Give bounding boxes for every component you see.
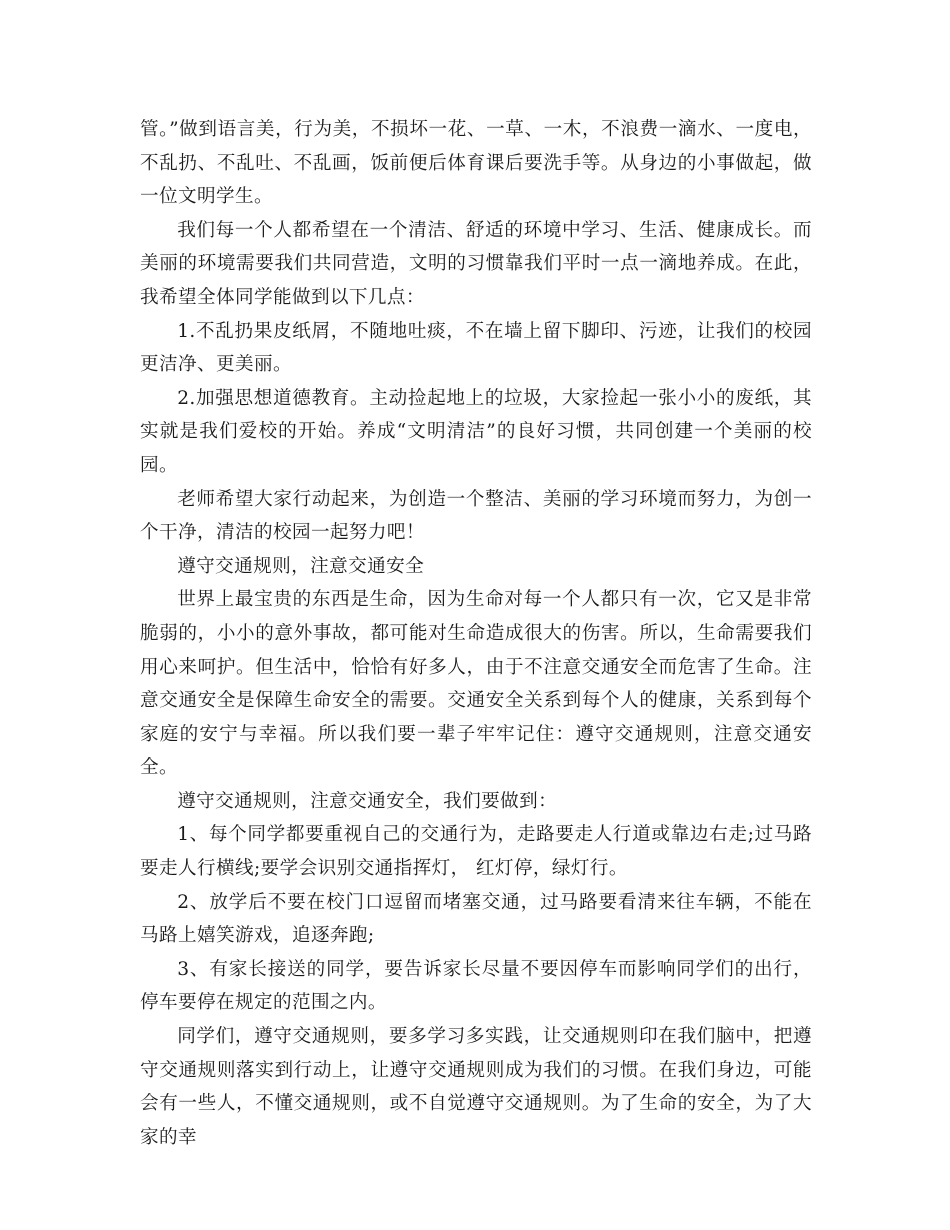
list-item: 3、有家长接送的同学，要告诉家长尽量不要因停车而影响同学们的出行，停车要停在规定的范围之内。 — [140, 958, 812, 1014]
paragraph: 同学们，遵守交通规则，要多学习多实践，让交通规则印在我们脑中，把遵守交通规则落实到行动上，让遵守交通规则成为我们的习惯。在我们身边，可能会有一些人，不懂交通规则，或不自觉遵守交通规则。为了生命的安全，为了大家的幸 — [140, 1026, 812, 1148]
paragraph: 世界上最宝贵的东西是生命，因为生命对每一个人都只有一次，它又是非常脆弱的，小小的意外事故，都可能对生命造成很大的伤害。所以，生命需要我们用心来呵护。但生活中，恰恰有好多人，由于不注意交通安全而危害了生命。注意交通安全是保障生命安全的需要。交通安全关系到每个人的健康，关系到每个家庭的安宁与幸福。所以我们要一辈子牢牢记住：遵守交通规则，注意交通安全。 — [140, 589, 812, 779]
section-heading: 遵守交通规则，注意交通安全 — [177, 555, 425, 577]
list-item: 1、每个同学都要重视自己的交通行为，走路要走人行道或靠边右走;过马路要走人行横线;要学会识别交通指挥灯， 红灯停，绿灯行。 — [140, 824, 812, 880]
paragraph: 老师希望大家行动起来，为创造一个整洁、美丽的学习环境而努力，为创一个干净，清洁的校园一起努力吧！ — [140, 488, 812, 544]
list-item: 2、放学后不要在校门口逗留而堵塞交通，过马路要看清来往车辆，不能在马路上嬉笑游戏，追逐奔跑; — [140, 891, 812, 947]
paragraph: 遵守交通规则，注意交通安全，我们要做到： — [177, 790, 558, 812]
list-item: 2.加强思想道德教育。主动捡起地上的垃圾，大家捡起一张小小的废纸，其实就是我们爱校的开始。养成“文明清洁”的良好习惯，共同创建一个美丽的校园。 — [140, 387, 812, 476]
list-item: 1.不乱扔果皮纸屑，不随地吐痰，不在墙上留下脚印、污迹，让我们的校园更洁净、更美丽。 — [140, 320, 812, 376]
paragraph: 管。”做到语言美，行为美，不损坏一花、一草、一木，不浪费一滴水、一度电，不乱扔、不乱吐、不乱画，饭前便后体育课后要洗手等。从身边的小事做起，做一位文明学生。 — [140, 119, 812, 208]
document-body — [140, 113, 812, 1154]
paragraph: 我们每一个人都希望在一个清洁、舒适的环境中学习、生活、健康成长。而美丽的环境需要我们共同营造，文明的习惯靠我们平时一点一滴地养成。在此，我希望全体同学能做到以下几点： — [140, 219, 812, 308]
